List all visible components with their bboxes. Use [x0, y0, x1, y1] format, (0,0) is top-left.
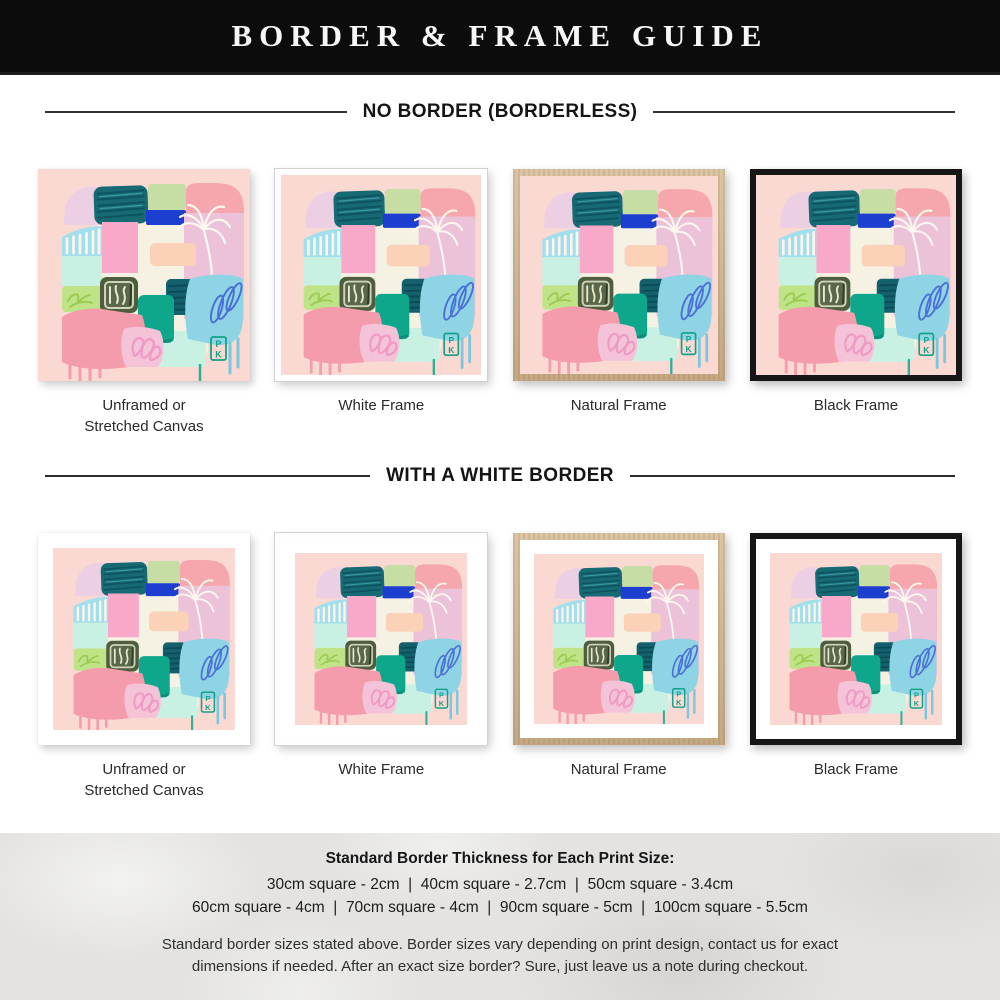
print-surface: [38, 169, 250, 381]
footer-sizes-line-2: 60cm square - 4cm | 70cm square - 4cm | 90cm square - 5cm | 100cm square - 5.5cm: [192, 899, 808, 917]
option-natural-frame-border: [513, 533, 725, 803]
print-surface: [756, 175, 956, 375]
artwork-image: [520, 176, 718, 374]
white-border-mat: [281, 539, 481, 739]
section-title: NO BORDER (BORDERLESS): [362, 101, 638, 122]
option-unframed-border: [38, 533, 250, 803]
option-label: Black Frame: [813, 397, 899, 414]
border-size-footer: [0, 833, 1000, 1000]
white-border-mat: [520, 540, 718, 738]
option-natural-frame-noborder: [513, 169, 725, 439]
option-unframed-noborder: [38, 169, 250, 439]
option-label: White Frame: [338, 761, 425, 778]
unframed-print-preview: [38, 169, 250, 381]
section-title: WITH A WHITE BORDER: [386, 465, 614, 486]
option-label: Unframed or Stretched Canvas: [84, 761, 204, 799]
header-bar: [0, 0, 1000, 75]
artwork-image: [281, 175, 481, 375]
option-white-frame-noborder: [275, 169, 487, 439]
page-title: BORDER & FRAME GUIDE: [231, 18, 769, 53]
footer-title: Standard Border Thickness for Each Print Size:: [325, 850, 675, 867]
artwork-image: [756, 175, 956, 375]
option-black-frame-noborder: [750, 169, 962, 439]
divider-line: [630, 475, 955, 477]
option-white-frame-border: [275, 533, 487, 803]
option-label: White Frame: [338, 397, 425, 414]
artwork-image: [53, 548, 235, 730]
option-label: Natural Frame: [570, 397, 667, 414]
footer-note: Standard border sizes stated above. Border sizes vary depending on print design, contact us for exact dimensions if needed. After an exact size border? Sure, just leave us a note during checkout.: [161, 935, 839, 975]
option-label: Black Frame: [813, 761, 899, 778]
frame-options-row: [0, 533, 1000, 803]
print-surface: [520, 176, 718, 374]
natural-frame-preview: [513, 169, 725, 381]
white-frame-preview: [275, 533, 487, 745]
divider-line: [653, 111, 955, 113]
divider-line: [45, 475, 370, 477]
section-heading: [0, 465, 1000, 487]
white-border-mat: [756, 539, 956, 739]
white-border-mat: [38, 533, 250, 745]
frame-options-row: [0, 169, 1000, 439]
black-frame-preview: [750, 169, 962, 381]
divider-line: [45, 111, 347, 113]
artwork-image: [770, 553, 942, 725]
white-frame-preview: [275, 169, 487, 381]
option-label: Natural Frame: [570, 761, 667, 778]
artwork-image: [534, 554, 704, 724]
section-white-border: [0, 465, 1000, 803]
guide-body: [0, 75, 1000, 833]
print-surface: [281, 175, 481, 375]
section-no-border: [0, 101, 1000, 439]
unframed-print-preview: [38, 533, 250, 745]
section-heading: [0, 101, 1000, 123]
option-black-frame-border: [750, 533, 962, 803]
natural-frame-preview: [513, 533, 725, 745]
option-label: Unframed or Stretched Canvas: [84, 397, 204, 435]
artwork-image: [38, 169, 250, 381]
artwork-image: [295, 553, 467, 725]
footer-sizes-line-1: 30cm square - 2cm | 40cm square - 2.7cm | 50cm square - 3.4cm: [266, 876, 734, 893]
black-frame-preview: [750, 533, 962, 745]
